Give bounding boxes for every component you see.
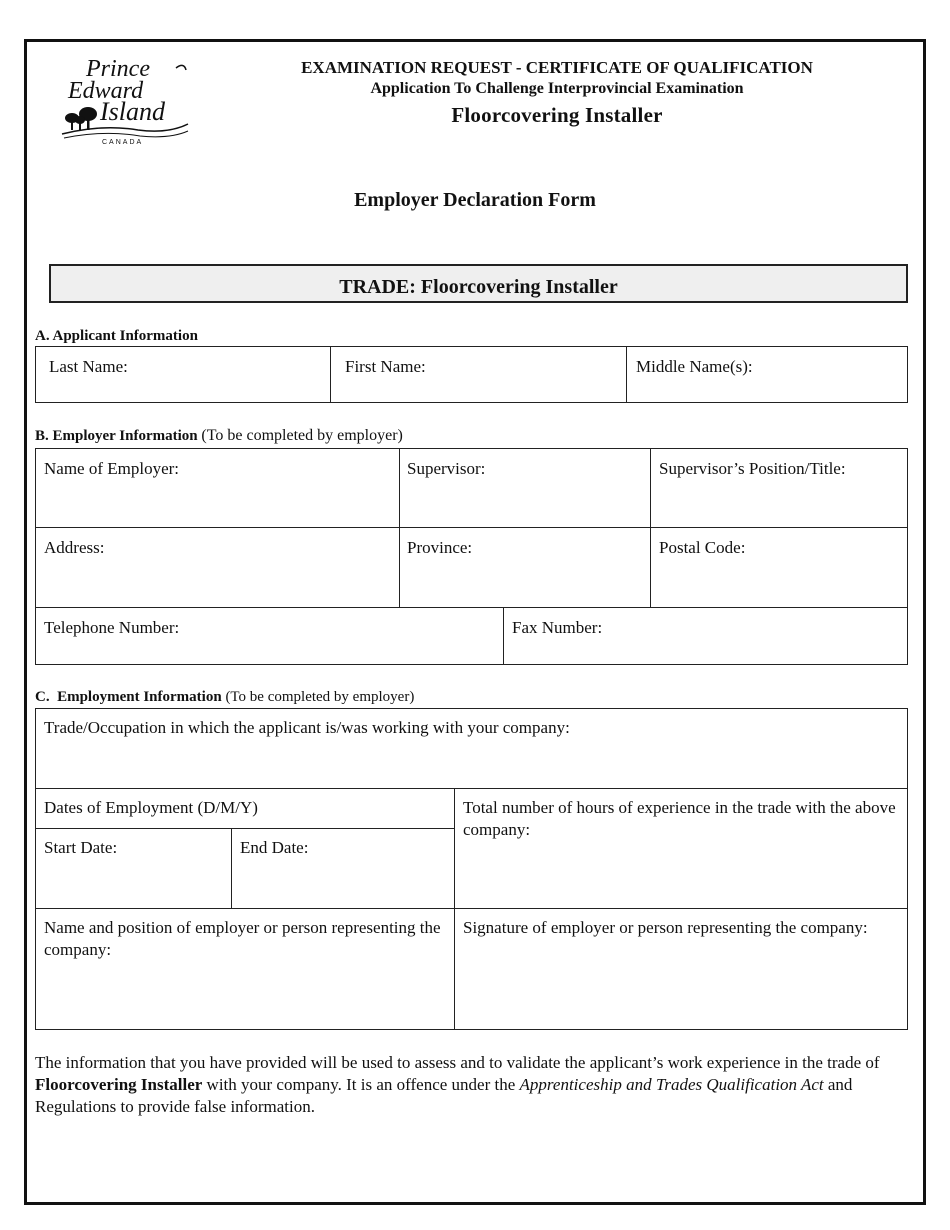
total-hours-field[interactable]: Total number of hours of experience in the trade with the above company: [463,798,896,839]
address-field[interactable]: Address: [44,538,105,557]
dates-of-employment-label: Dates of Employment (D/M/Y) [44,798,258,817]
logo-edward: Edward [68,78,144,104]
section-c-title: Employment Information [57,689,222,705]
telephone-field[interactable]: Telephone Number: [44,618,180,637]
trade-banner: TRADE: Floorcovering Installer [49,264,908,303]
trade-occupation-field[interactable]: Trade/Occupation in which the applicant is/was working with your company: [44,718,570,737]
employer-name-field[interactable]: Name of Employer: [44,459,180,478]
logo-prince: Prince [86,56,150,82]
first-name-field[interactable]: First Name: [345,357,426,376]
end-date-field[interactable]: End Date: [240,838,309,857]
employer-name-position-field[interactable]: Name and position of employer or person representing the company: [44,918,441,959]
postal-code-field[interactable]: Postal Code: [659,538,746,557]
form-title: Employer Declaration Form [354,189,596,211]
section-b-note: (To be completed by employer) [201,427,403,444]
header-line-3: Floorcovering Installer [451,103,663,127]
logo-canada: CANADA [102,139,144,146]
middle-name-field[interactable]: Middle Name(s): [636,357,753,376]
disclaimer-part-2: with your company. It is an offence under the [202,1075,520,1094]
header-line-2: Application To Challenge Interprovincial Examination [370,80,744,97]
section-b-title: B. Employer Information [35,428,198,444]
applicant-table [35,346,908,403]
fax-field[interactable]: Fax Number: [512,618,603,637]
employer-table [35,448,908,665]
pei-logo-graphic [58,54,192,146]
section-a-title: A. Applicant Information [35,328,198,344]
supervisor-position-field[interactable]: Supervisor’s Position/Title: [659,459,846,478]
header-line-1: EXAMINATION REQUEST - CERTIFICATE OF QUALIFICATION [301,58,813,77]
disclaimer-part-1: The information that you have provided will be used to assess and to validate the applicant’s work experience in the trade of [35,1053,880,1072]
supervisor-field[interactable]: Supervisor: [407,459,486,478]
disclaimer-trade: Floorcovering Installer [35,1075,203,1094]
section-c-number: C. [35,689,50,705]
disclaimer-part-3: and Regulations to provide false information. [35,1075,853,1116]
employment-table [35,708,908,1030]
tree-icon [65,107,97,130]
province-field[interactable]: Province: [407,538,473,557]
disclaimer-paragraph [35,1052,915,1118]
start-date-field[interactable]: Start Date: [44,838,118,857]
section-b-heading [35,427,403,445]
section-a-heading [35,328,198,345]
section-c-heading [35,689,414,706]
section-c-note: (To be completed by employer) [225,689,415,705]
employer-signature-field[interactable]: Signature of employer or person representing the company: [463,918,868,937]
logo-island: Island [100,97,165,126]
pei-logo [58,54,192,146]
disclaimer-act: Apprenticeship and Trades Qualification Act [519,1075,824,1094]
last-name-field[interactable]: Last Name: [49,357,128,376]
